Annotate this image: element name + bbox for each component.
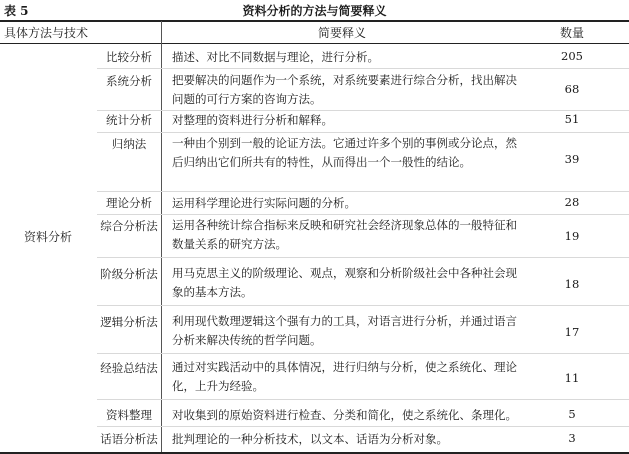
method-description: 批判理论的一种分析技术，以文本、话语为分析对象。 <box>172 432 448 446</box>
method-name: 理论分析 <box>106 196 152 210</box>
method-description: 运用科学理论进行实际问题的分析。 <box>172 196 356 210</box>
table-row <box>97 428 629 450</box>
method-count: 5 <box>568 407 576 421</box>
table-row <box>97 311 629 354</box>
table-row <box>97 263 629 306</box>
table-title: 资料分析的方法与简要释义 <box>242 4 387 18</box>
table-row <box>97 109 629 133</box>
method-description: 通过对实践活动中的具体情况，进行归纳与分析，使之系统化、理论化，上升为经验。 <box>172 360 517 393</box>
method-count: 51 <box>564 112 580 126</box>
category-label: 资料分析 <box>23 230 72 244</box>
method-count: 18 <box>564 277 580 291</box>
method-name: 逻辑分析法 <box>100 315 158 329</box>
table-row <box>97 70 629 111</box>
method-description: 对收集到的原始资料进行检查、分类和简化，使之系统化、条理化。 <box>172 408 517 422</box>
method-name: 阶级分析法 <box>100 267 158 281</box>
method-count: 28 <box>564 195 580 209</box>
table-caption <box>0 2 629 20</box>
method-count: 19 <box>564 229 580 243</box>
header-rule <box>0 43 629 44</box>
method-name: 比较分析 <box>106 50 152 64</box>
table-row <box>97 404 629 427</box>
method-count: 17 <box>564 325 580 339</box>
table-row <box>97 46 629 69</box>
method-count: 39 <box>564 152 580 166</box>
method-description: 对整理的资料进行分析和解释。 <box>172 113 333 127</box>
method-description: 把要解决的问题作为一个系统，对系统要素进行综合分析，找出解决问题的可行方案的咨询方法。 <box>172 73 517 106</box>
table-row <box>97 192 629 215</box>
method-name: 统计分析 <box>106 113 152 127</box>
method-description: 运用各种统计综合指标来反映和研究社会经济现象总体的一般特征和数量关系的研究方法。 <box>172 218 517 251</box>
table-row <box>97 215 629 258</box>
method-name: 经验总结法 <box>100 361 158 375</box>
header-description: 简要释义 <box>317 26 366 40</box>
header-technique: 具体方法与技术 <box>4 26 89 40</box>
method-description: 利用现代数理逻辑这个强有力的工具，对语言进行分析，并通过语言分析来解决传统的哲学问题。 <box>172 314 517 347</box>
method-count: 11 <box>564 371 580 385</box>
method-name: 资料整理 <box>106 408 152 422</box>
method-count: 68 <box>564 82 580 96</box>
method-description: 描述、对比不同数据与理论，进行分析。 <box>172 50 379 64</box>
method-name: 综合分析法 <box>100 219 158 233</box>
method-count: 205 <box>561 49 583 63</box>
method-description: 一种由个别到一般的论证方法。它通过许多个别的事例或分论点，然后归纳出它们所共有的特性，从而得出一个一般性的结论。 <box>172 136 517 169</box>
top-rule <box>0 20 629 22</box>
table-row <box>97 357 629 400</box>
method-name: 话语分析法 <box>100 432 158 446</box>
bottom-rule <box>0 452 629 454</box>
method-description: 用马克思主义的阶级理论、观点，观察和分析阶级社会中各种社会现象的基本方法。 <box>172 266 517 299</box>
header-count: 数量 <box>559 26 584 40</box>
table-row <box>97 133 629 192</box>
method-name: 归纳法 <box>111 137 147 151</box>
method-name: 系统分析 <box>106 74 152 88</box>
method-count: 3 <box>568 431 576 445</box>
table-label: 表 5 <box>4 4 29 18</box>
